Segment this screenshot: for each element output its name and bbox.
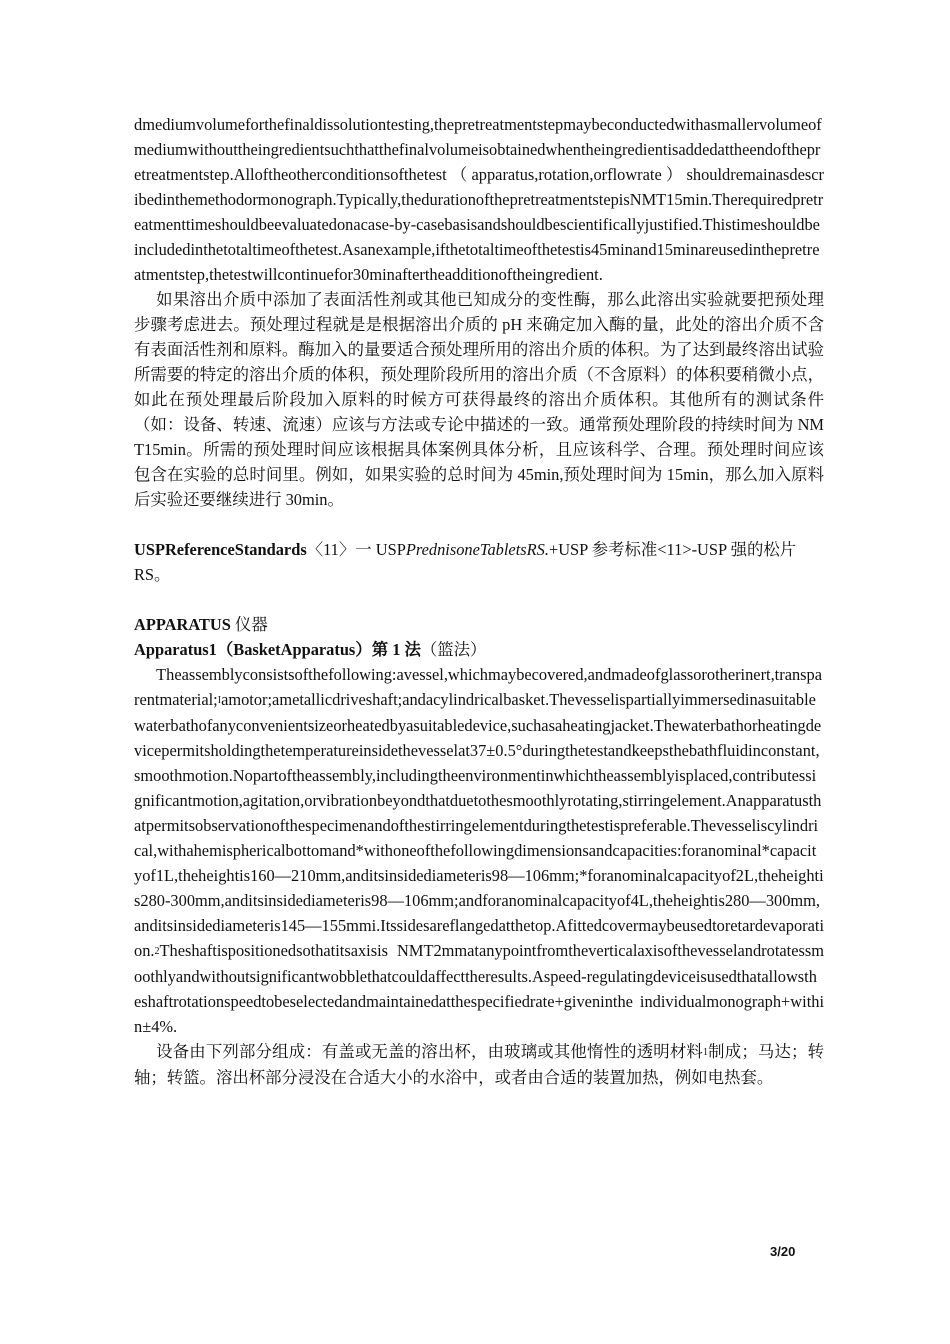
apparatus1-zh-b: 制成；马达；转轴；转篮。溶出杯部分浸没在合适大小的水浴中，或者由合适的装置加热，例如电热套。: [134, 1042, 825, 1087]
reference-standards-zh: +USP 参考标准<11>-USP 强的松片 RS。: [134, 540, 797, 584]
document-page: [134, 112, 824, 1090]
apparatus1-zh-a: 设备由下列部分组成：有盖或无盖的溶出杯，由玻璃或其他惰性的透明材料: [156, 1042, 703, 1061]
reference-standards-code: 〈11〉一 USP: [306, 540, 406, 559]
apparatus1-text-b: amotor;ametallicdriveshaft;andacylindricalbasket.Thevesselispartiallyimmersedinasuitablewaterbathofanyconvenientsizeorheatedbyasuitabledevice,suchasaheatingjacket.Thewaterbathorheatingdevicepermitsholdingthetemperatureinsidethevesselat37±0.5°duringthetestandkeepsthebathfluidinconstant,smoothmotion.Nopartoftheassembly,includingtheenvironmentinwhichtheassemblyisplaced,contributessignificantmotion,agitation,orvibrationbeyondthatduetothesmoothlyrotating,stirringelement.Anapparatusthatpermitsobservationofthespecimenandofthestirringelementduringthetestispreferable.Thevesseliscylindrical,withahemisphericalbottomand*withoneofthefollowingdimensionsandcapacities:foranominal*capacityof1L,theheightis160—210mm,anditsinsidediameteris98—106mm;*foranominalcapacityof2L,theheightis280-300mm,anditsinsidediameteris98—106mm;andforanominalcapacityof4L,theheightis280—300mm,anditsinsidediameteris145—155mmi.Itssidesareflangedatthetop.Afittedcovermaybeusedtoretardevaporation.: [134, 690, 825, 960]
footnote-mark-zh-1: 1: [703, 1047, 708, 1058]
apparatus-heading-zh: 仪器: [230, 615, 268, 634]
page-number: 3/20: [770, 1244, 796, 1259]
reference-standards-name: PrednisoneTabletsRS.: [405, 540, 549, 559]
spacer: [134, 512, 824, 537]
apparatus1-text-a: Theassemblyconsistsofthefollowing:avessel,whichmaybecovered,andmadeofglassorotherinert,transparentmaterial;: [134, 665, 823, 709]
footnote-mark-1: I: [217, 695, 222, 706]
apparatus1-heading-zh: （篮法）: [420, 640, 487, 659]
apparatus-heading-en: APPARATUS: [134, 615, 231, 634]
paragraph-apparatus1-en: [134, 662, 824, 1039]
apparatus1-text-c: Theshaftispositionedsothatitsaxisis NMT2mmatanypointfromtheverticalaxisofthevesselandrotatessmoothlyandwithoutsignificantwobblethatcouldaffecttheresults.Aspeed-regulatingdeviceisusedthatallowstheshaftrotationspeedtobeselectedandmaintainedatthespecifiedrate+giveninthe individualmonograph+within±4%.: [134, 941, 824, 1036]
footnote-mark-2: 2: [154, 946, 160, 957]
paragraph-apparatus1-zh: [134, 1039, 824, 1090]
paragraph-pretreatment-zh: 如果溶出介质中添加了表面活性剂或其他已知成分的变性酶，那么此溶出实验就要把预处理步骤考虑进去。预处理过程就是是根据溶出介质的 pH 来确定加入酶的量，此处的溶出介质不含有表面活性剂和原料。酶加入的量要适合预处理所用的溶出介质的体积。为了达到最终溶出试验所需要的特定的溶出介质的体积，预处理阶段所用的溶出介质（不含原料）的体积要稍微小点，如此在预处理最后阶段加入原料的时候方可获得最终的溶出介质体积。其他所有的测试条件（如：设备、转速、流速）应该与方法或专论中描述的一致。通常预处理阶段的持续时间为 NMT15min。所需的预处理时间应该根据具体案例具体分析，且应该科学、合理。预处理时间应该包含在实验的总时间里。例如，如果实验的总时间为 45min,预处理时间为 15min，那么加入原料后实验还要继续进行 30min。: [134, 290, 824, 509]
apparatus-heading: [134, 612, 824, 637]
reference-standards-label: USPReferenceStandards: [134, 540, 307, 559]
paragraph-pretreatment-en: dmediumvolumeforthefinaldissolutiontesting,thepretreatmentstepmaybeconductedwithasmallervolumeofmediumwithouttheingredientsuchthatthefinalvolumeisobtainedwhentheingredientisaddedattheendofthepretreatmentstep.Alloftheotherconditionsofthetest （ apparatus,rotation,orflowrate ） shouldremainasdescribedinthemethodormonograph.Typically,thedurationofthepretreatmentstepisNMT15min.Therequiredpretreatmenttimeshouldbeevaluatedonacase-by-casebasisandshouldbescientificallyjustified.Thistimeshouldbeincludedinthetotaltimeofthetest.Asanexample,ifthetotaltimeofthetestis45minand15minareusedinthepretreatmentstep,thetestwillcontinuefor30minaftertheadditionoftheingredient.: [134, 115, 824, 284]
reference-standards-line: [134, 537, 824, 587]
spacer: [134, 587, 824, 612]
apparatus1-heading-en: Apparatus1（BasketApparatus）第 1 法: [134, 640, 421, 659]
apparatus1-heading: [134, 637, 824, 662]
